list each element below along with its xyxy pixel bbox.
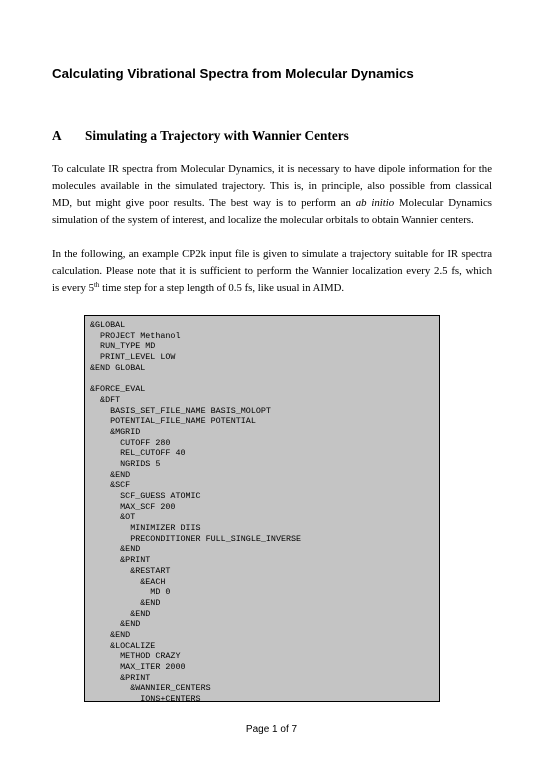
code-line: &END bbox=[90, 619, 141, 630]
code-line: BASIS_SET_FILE_NAME BASIS_MOLOPT bbox=[90, 405, 271, 416]
code-line bbox=[90, 373, 439, 384]
code-line: MAX_ITER 2000 bbox=[90, 662, 186, 672]
code-line: &END bbox=[90, 608, 151, 619]
text-run: is every 5 bbox=[52, 282, 94, 294]
code-listing-box bbox=[84, 315, 440, 702]
paragraph-line bbox=[52, 280, 492, 297]
paragraph-line: In the following, an example CP2k input file is given to simulate a trajectory suitable for IR spectra bbox=[52, 248, 492, 260]
code-line: &PRINT bbox=[90, 555, 151, 566]
code-line: REL_CUTOFF 40 bbox=[90, 448, 186, 459]
code-line: MAX_SCF 200 bbox=[90, 501, 176, 512]
code-line: MD 0 bbox=[90, 587, 171, 598]
code-line: IONS+CENTERS bbox=[90, 694, 201, 702]
emphasized-text: ab initio bbox=[355, 197, 395, 209]
code-line: &END bbox=[90, 544, 141, 555]
paragraph-line: calculation. Please note that it is sufficient to perform the Wannier localization every 2.5 fs, which bbox=[52, 265, 492, 277]
code-line: &END GLOBAL bbox=[90, 362, 146, 373]
code-line: &OT bbox=[90, 512, 136, 523]
text-run: Molecular Dynamics bbox=[394, 197, 493, 209]
code-line: METHOD CRAZY bbox=[90, 651, 181, 662]
code-line: &FORCE_EVAL bbox=[90, 384, 146, 395]
document-title: Calculating Vibrational Spectra from Molecular Dynamics bbox=[52, 66, 414, 81]
code-line: PRECONDITIONER FULL_SINGLE_INVERSE bbox=[90, 533, 302, 544]
code-listing bbox=[85, 316, 439, 702]
section-title: Simulating a Trajectory with Wannier Centers bbox=[85, 128, 349, 143]
paragraph-line bbox=[52, 195, 492, 212]
code-line: &RESTART bbox=[90, 565, 171, 576]
intro-paragraph bbox=[52, 161, 492, 229]
code-line: &END bbox=[90, 597, 161, 608]
code-line: &MGRID bbox=[90, 426, 141, 437]
code-line: POTENTIAL_FILE_NAME POTENTIAL bbox=[90, 416, 256, 427]
code-line: &LOCALIZE bbox=[90, 640, 156, 651]
input-file-paragraph bbox=[52, 246, 492, 297]
section-number: A bbox=[52, 128, 62, 143]
code-line: CUTOFF 280 bbox=[90, 437, 171, 448]
page-number-footer: Page 1 of 7 bbox=[245, 724, 298, 735]
paragraph-line: To calculate IR spectra from Molecular Dynamics, it is necessary to have dipole information for the bbox=[52, 163, 492, 175]
text-run: MD, but might give poor results. The best way is to perform an bbox=[52, 197, 356, 209]
code-line: &END bbox=[90, 629, 131, 640]
code-line: &WANNIER_CENTERS bbox=[90, 683, 211, 694]
code-line: &DFT bbox=[90, 394, 121, 405]
superscript: th bbox=[93, 281, 100, 289]
code-line: NGRIDS 5 bbox=[90, 458, 161, 469]
code-line: PRINT_LEVEL LOW bbox=[90, 352, 176, 363]
code-line: &EACH bbox=[90, 576, 166, 587]
code-line: SCF_GUESS ATOMIC bbox=[90, 491, 201, 501]
text-run: time step for a step length of 0.5 fs, like usual in AIMD. bbox=[99, 282, 345, 294]
code-line: RUN_TYPE MD bbox=[90, 341, 156, 352]
section-heading bbox=[52, 128, 349, 144]
code-line: &GLOBAL bbox=[90, 320, 126, 330]
code-line: &SCF bbox=[90, 480, 131, 491]
code-line: MINIMIZER DIIS bbox=[90, 523, 201, 534]
code-line: &END bbox=[90, 469, 131, 480]
code-line: &PRINT bbox=[90, 672, 151, 683]
paragraph-line: simulation of the system of interest, and localize the molecular orbitals to obtain Wannier centers. bbox=[52, 214, 474, 226]
code-line: PROJECT Methanol bbox=[90, 330, 181, 341]
paragraph-line: molecules available in the simulated trajectory. This is, in principle, also possible from classical bbox=[52, 180, 492, 192]
